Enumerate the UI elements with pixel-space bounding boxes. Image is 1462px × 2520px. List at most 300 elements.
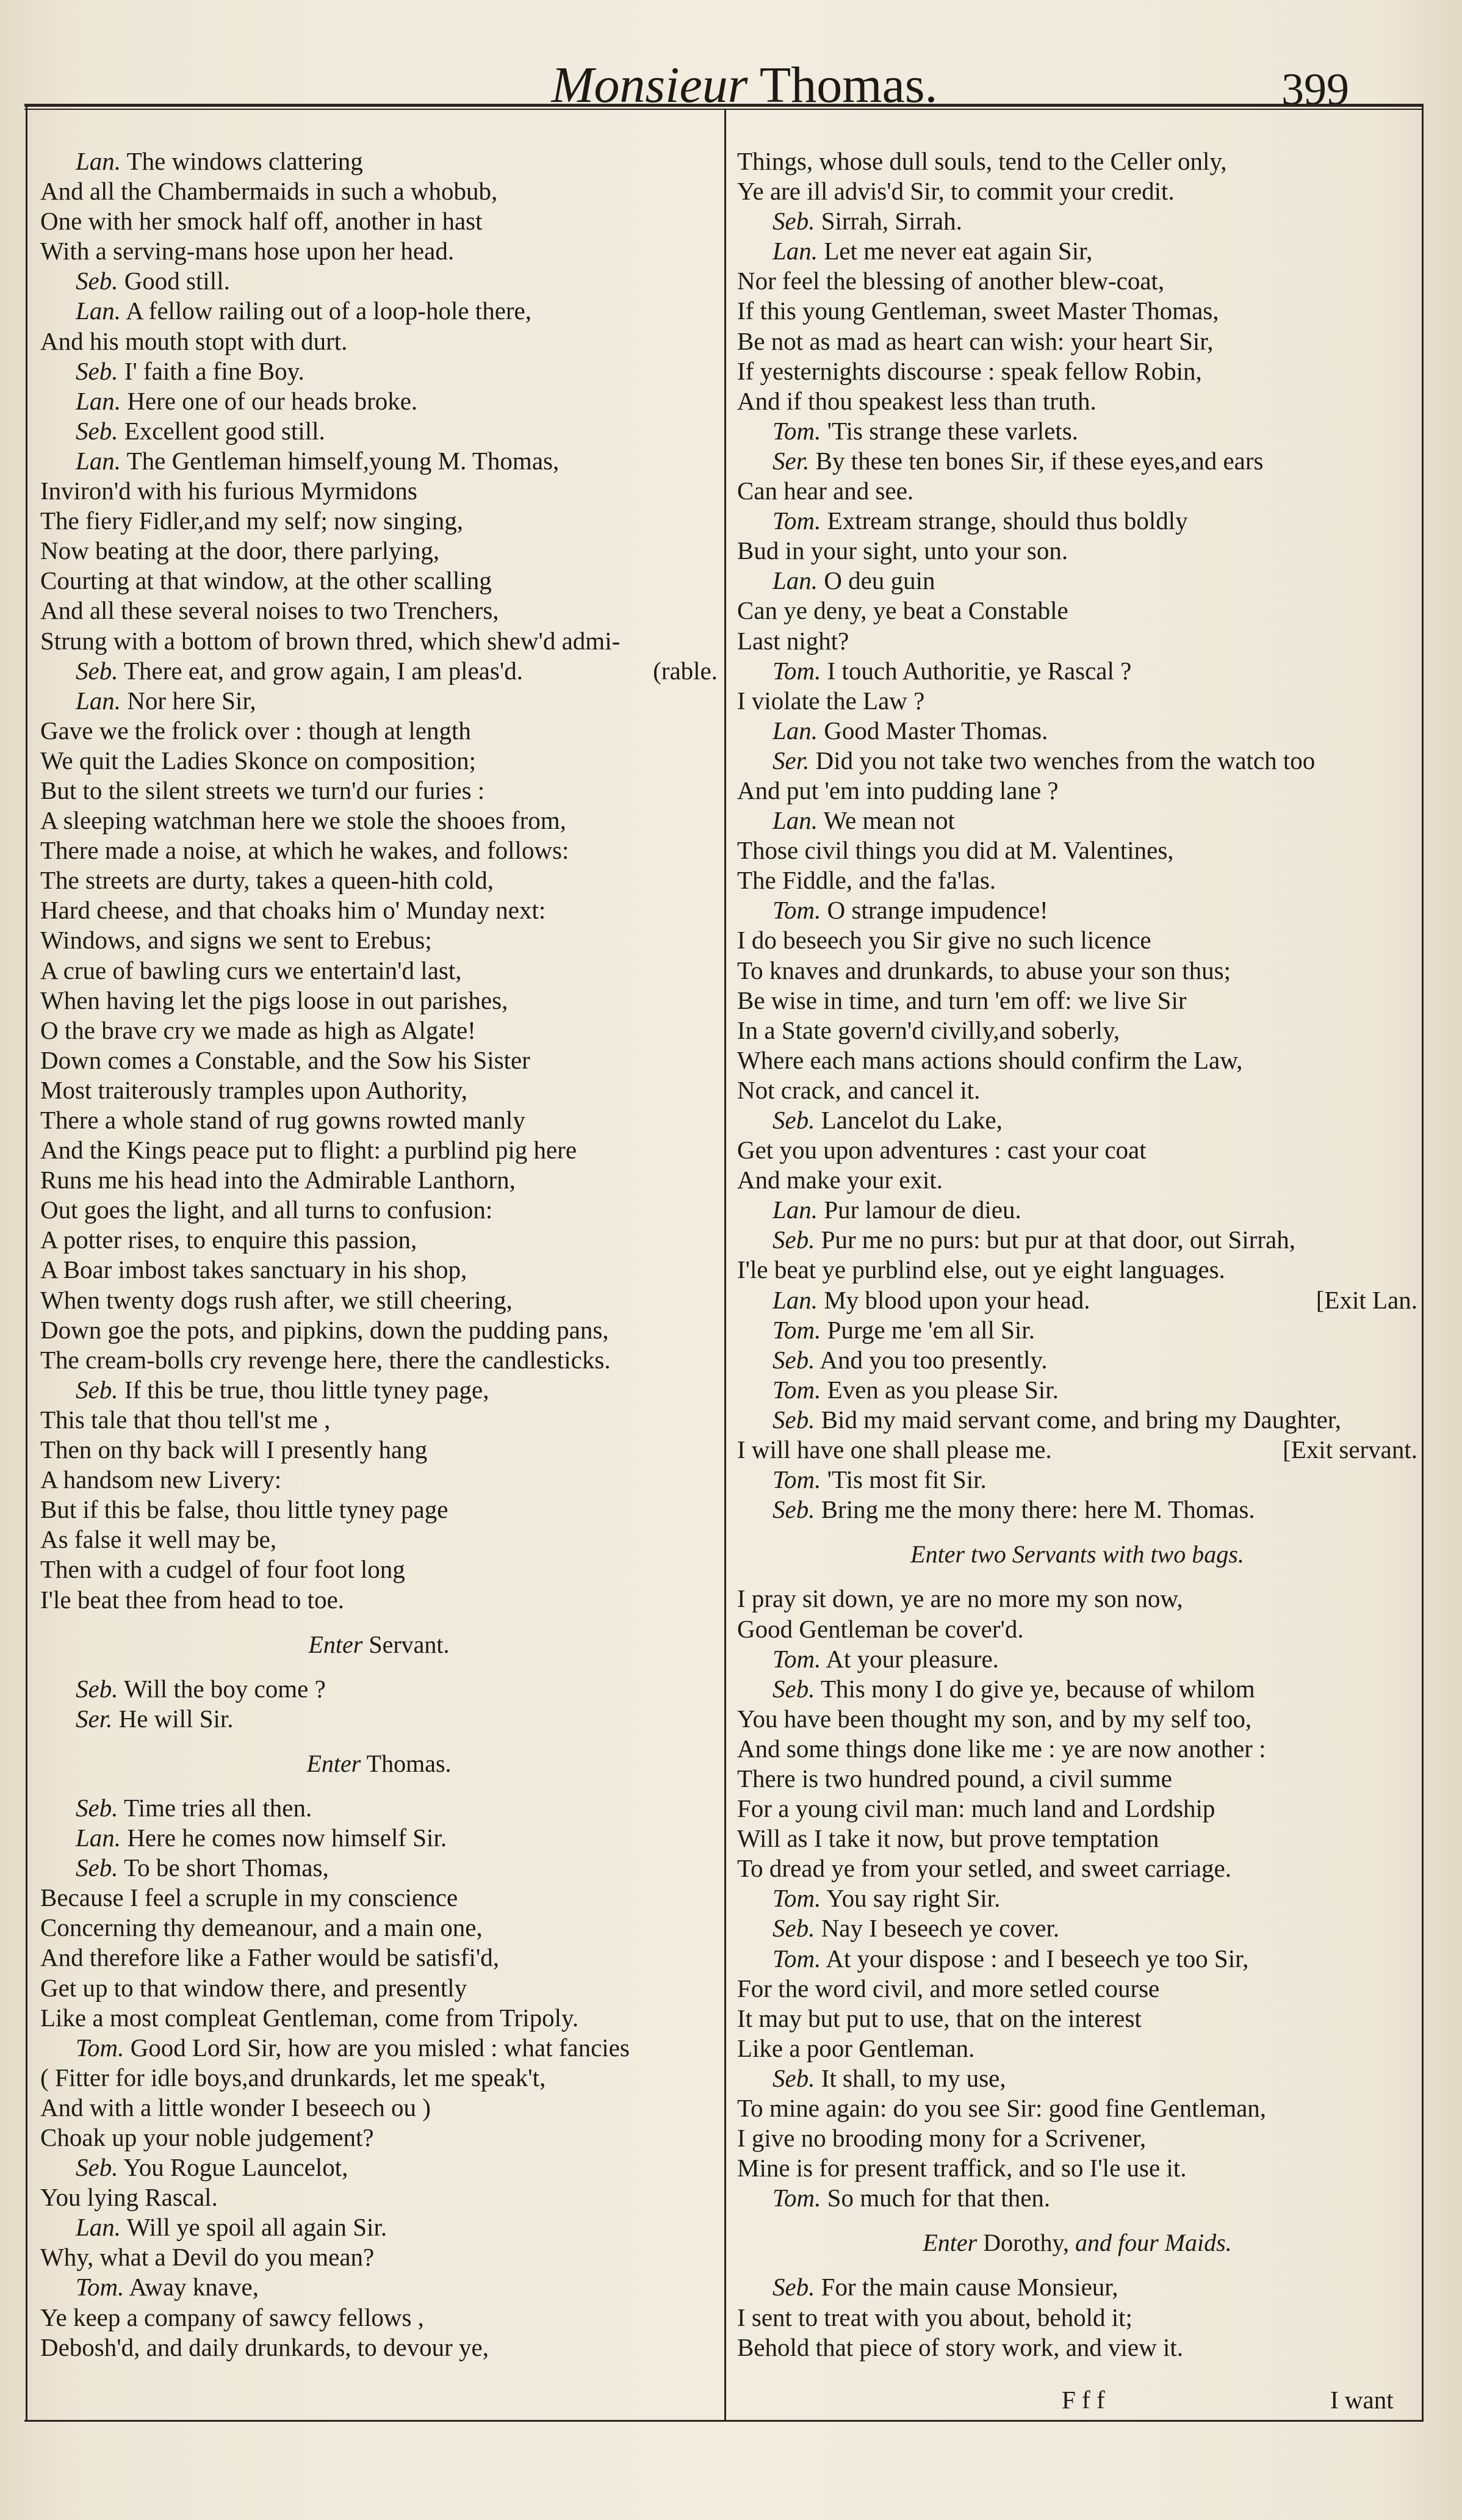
speaker-name: Lan. xyxy=(76,446,121,475)
line-text: Will the boy come ? xyxy=(123,1674,326,1703)
speech-line xyxy=(40,686,718,716)
speech-line xyxy=(737,716,1417,746)
line-text: Get you upon adventures : cast your coat xyxy=(737,1136,1147,1164)
line-text: And therefore like a Father would be satisfi'd, xyxy=(40,1943,499,1972)
line-text: Even as you please Sir. xyxy=(827,1375,1059,1404)
speech-line xyxy=(40,1853,718,1883)
line-text: Hard cheese, and that choaks him o' Munday next: xyxy=(40,896,546,925)
speaker-name: Seb. xyxy=(772,207,815,236)
speech-line xyxy=(737,1883,1417,1913)
right-margin-note: [Exit Lan. xyxy=(1316,1285,1417,1314)
line-text: Ye are ill advis'd Sir, to commit your credit. xyxy=(737,177,1175,206)
line-text: Things, whose dull souls, tend to the Celler only, xyxy=(737,147,1227,175)
speech-line xyxy=(737,806,1417,836)
line-text: And if thou speakest less than truth. xyxy=(737,386,1096,415)
line-text: And you too presently. xyxy=(819,1345,1048,1374)
line-text: A fellow railing out of a loop-hole there, xyxy=(126,297,531,325)
line-text: A handsom new Livery: xyxy=(40,1465,282,1494)
verse-line xyxy=(737,176,1417,206)
line-text: Excellent good still. xyxy=(124,416,325,445)
verse-line xyxy=(40,1315,718,1345)
speaker-name: Lan. xyxy=(772,716,818,745)
verse-line xyxy=(737,1165,1417,1195)
stage-direction-text: Enter xyxy=(306,1749,361,1777)
verse-line xyxy=(40,1075,718,1105)
line-text: Down comes a Constable, and the Sow his Sister xyxy=(40,1045,530,1074)
verse-line xyxy=(40,506,718,536)
verse-line xyxy=(737,1614,1417,1644)
speech-line xyxy=(737,1195,1417,1225)
page-number: 399 xyxy=(1281,65,1349,115)
speech-line xyxy=(40,656,718,686)
line-text: Concerning thy demeanour, and a main one, xyxy=(40,1913,483,1942)
line-text: The cream-bolls cry revenge here, there the candlesticks. xyxy=(40,1345,611,1374)
line-text: Let me never eat again Sir, xyxy=(824,237,1093,265)
line-text: Bud in your sight, unto your son. xyxy=(737,536,1068,565)
line-text: Behold that piece of story work, and view it. xyxy=(737,2333,1183,2361)
right-column xyxy=(737,146,1417,2363)
line-text: A crue of bawling curs we entertain'd last, xyxy=(40,956,462,984)
speaker-name: Seb. xyxy=(76,267,118,295)
line-text: Choak up your noble judgement? xyxy=(40,2123,374,2151)
speaker-name: Seb. xyxy=(76,1375,118,1404)
verse-line xyxy=(737,146,1417,176)
verse-line xyxy=(737,1824,1417,1854)
line-text: Good Gentleman be cover'd. xyxy=(737,1614,1024,1643)
speech-line xyxy=(40,2033,718,2063)
speaker-name: Seb. xyxy=(772,1914,815,1943)
line-text: You have been thought my son, and by my self too, xyxy=(737,1704,1252,1733)
speech-line xyxy=(40,266,718,296)
line-text: The Fiddle, and the fa'las. xyxy=(737,866,996,895)
verse-line xyxy=(40,2182,718,2212)
verse-line xyxy=(40,1405,718,1435)
line-text: One with her smock half off, another in hast xyxy=(40,207,483,236)
line-text: Can hear and see. xyxy=(737,477,914,505)
line-text: He will Sir. xyxy=(118,1704,234,1733)
line-text: Those civil things you did at M. Valentines, xyxy=(737,836,1174,865)
speaker-name: Lan. xyxy=(772,237,818,265)
line-text: Pur me no purs: but pur at that door, out Sirrah, xyxy=(821,1226,1295,1254)
speech-line xyxy=(737,1405,1417,1435)
line-text: Did you not take two wenches from the watch too xyxy=(815,746,1316,774)
verse-line xyxy=(40,716,718,746)
verse-line xyxy=(40,1045,718,1075)
speaker-name: Tom. xyxy=(76,2033,124,2062)
verse-line xyxy=(737,1016,1417,1045)
speaker-name: Lan. xyxy=(76,147,121,175)
speaker-name: Tom. xyxy=(76,2273,124,2302)
line-text: Nor here Sir, xyxy=(127,686,256,715)
line-text: Last night? xyxy=(737,626,849,655)
verse-line xyxy=(737,2153,1417,2183)
verse-line xyxy=(40,986,718,1016)
verse-line xyxy=(737,476,1417,506)
verse-line xyxy=(40,2242,718,2272)
stage-direction xyxy=(40,1630,718,1659)
speech-line xyxy=(737,1944,1417,1974)
line-text: Down goe the pots, and pipkins, down the pudding pans, xyxy=(40,1315,609,1344)
line-text: Out goes the light, and all turns to confusion: xyxy=(40,1196,493,1224)
line-text: You lying Rascal. xyxy=(40,2183,218,2212)
verse-line xyxy=(737,776,1417,806)
verse-line xyxy=(40,1883,718,1913)
speaker-name: Lan. xyxy=(772,1196,818,1224)
stage-direction-text: Enter xyxy=(923,2229,978,2257)
frame-left-rule xyxy=(26,104,27,2420)
speaker-name: Tom. xyxy=(772,1884,821,1913)
line-text: To knaves and drunkards, to abuse your son thus; xyxy=(737,956,1231,984)
line-text: You say right Sir. xyxy=(826,1884,1001,1913)
speech-line xyxy=(40,2153,718,2182)
verse-line xyxy=(737,1704,1417,1734)
speaker-name: Seb. xyxy=(772,1345,815,1374)
speech-line xyxy=(737,1375,1417,1405)
verse-line xyxy=(40,1105,718,1135)
line-text: The Gentleman himself,young M. Thomas, xyxy=(126,446,560,475)
speech-line xyxy=(40,1375,718,1405)
line-text: This tale that thou tell'st me , xyxy=(40,1405,331,1434)
line-text: As false it well may be, xyxy=(40,1525,277,1554)
verse-line xyxy=(40,956,718,986)
verse-line xyxy=(40,536,718,566)
verse-line xyxy=(40,236,718,266)
line-text: O strange impudence! xyxy=(827,896,1048,925)
verse-line xyxy=(40,895,718,925)
verse-line xyxy=(40,2303,718,2333)
speech-line xyxy=(737,2272,1417,2302)
speech-line xyxy=(40,146,718,176)
speaker-name: Seb. xyxy=(772,1495,815,1524)
speaker-name: Seb. xyxy=(772,2063,815,2092)
verse-line xyxy=(737,266,1417,296)
verse-line xyxy=(40,566,718,596)
line-text: Bid my maid servant come, and bring my Daughter, xyxy=(821,1405,1342,1434)
line-text: So much for that then. xyxy=(827,2184,1051,2212)
line-text: Time tries all then. xyxy=(123,1793,312,1822)
line-text: Here he comes now himself Sir. xyxy=(127,1824,447,1852)
line-text: Pur lamour de dieu. xyxy=(824,1196,1021,1224)
line-text: And put 'em into pudding lane ? xyxy=(737,776,1059,804)
verse-line xyxy=(737,2123,1417,2153)
line-text: Bring me the mony there: here M. Thomas. xyxy=(821,1495,1255,1524)
verse-line xyxy=(737,836,1417,865)
line-text: To dread ye from your setled, and sweet carriage. xyxy=(737,1854,1231,1883)
verse-line xyxy=(737,2034,1417,2063)
line-text: Will as I take it now, but prove temptation xyxy=(737,1824,1159,1853)
line-text: Not crack, and cancel it. xyxy=(737,1075,981,1104)
verse-line xyxy=(40,1943,718,1973)
line-text: There a whole stand of rug gowns rowted manly xyxy=(40,1106,525,1134)
speech-line xyxy=(737,1345,1417,1375)
verse-line xyxy=(40,1255,718,1285)
speaker-name: Tom. xyxy=(772,896,821,925)
top-rule xyxy=(24,104,1422,107)
line-text: At your pleasure. xyxy=(826,1644,999,1673)
line-text: There made a noise, at which he wakes, and follows: xyxy=(40,836,569,865)
line-text: Then with a cudgel of four foot long xyxy=(40,1555,405,1584)
line-text: Like a poor Gentleman. xyxy=(737,2034,975,2062)
verse-line xyxy=(40,626,718,656)
stage-direction xyxy=(737,2228,1417,2258)
verse-line xyxy=(40,1554,718,1584)
line-text: And with a little wonder I beseech ou ) xyxy=(40,2093,431,2121)
speech-line xyxy=(737,1674,1417,1704)
line-text: Good Lord Sir, how are you misled : what fancies xyxy=(130,2033,630,2062)
line-text: And all the Chambermaids in such a whobub, xyxy=(40,177,498,206)
speaker-name: Ser. xyxy=(772,746,810,774)
line-text: Mine is for present traffick, and so I'le use it. xyxy=(737,2154,1187,2182)
speech-line xyxy=(40,1704,718,1734)
line-text: To mine again: do you see Sir: good fine Gentleman, xyxy=(737,2094,1267,2122)
speech-line xyxy=(737,506,1417,536)
line-text: Can ye deny, ye beat a Constable xyxy=(737,596,1068,625)
left-column xyxy=(40,146,718,2363)
line-text: There is two hundred pound, a civil summe xyxy=(737,1764,1172,1793)
verse-line xyxy=(40,1585,718,1615)
line-text: Now beating at the door, there parlying, xyxy=(40,536,440,565)
verse-line xyxy=(737,596,1417,626)
line-text: I sent to treat with you about, behold it; xyxy=(737,2303,1133,2331)
line-text: To be short Thomas, xyxy=(123,1854,329,1882)
verse-line xyxy=(737,1854,1417,1883)
line-text: But if this be false, thou little tyney page xyxy=(40,1495,448,1524)
verse-line xyxy=(737,1734,1417,1764)
speaker-name: Lan. xyxy=(772,566,818,595)
line-text: By these ten bones Sir, if these eyes,and ears xyxy=(815,446,1264,475)
speaker-name: Tom. xyxy=(772,1644,821,1673)
line-text: Nor feel the blessing of another blew-coat, xyxy=(737,267,1165,295)
speaker-name: Tom. xyxy=(772,1465,821,1494)
line-text: Be wise in time, and turn 'em off: we live Sir xyxy=(737,986,1187,1014)
speech-line xyxy=(737,236,1417,266)
line-text: Windows, and signs we sent to Erebus; xyxy=(40,926,432,955)
verse-line xyxy=(40,1285,718,1315)
line-text: When twenty dogs rush after, we still cheering, xyxy=(40,1285,513,1314)
speech-line xyxy=(737,656,1417,686)
verse-line xyxy=(40,836,718,865)
verse-line xyxy=(737,626,1417,656)
speech-line xyxy=(737,416,1417,446)
line-text: For a young civil man: much land and Lordship xyxy=(737,1794,1215,1823)
line-text: Away knave, xyxy=(129,2273,259,2302)
line-text: With a serving-mans hose upon her head. xyxy=(40,237,455,265)
verse-line xyxy=(737,1045,1417,1075)
speaker-name: Seb. xyxy=(76,2153,118,2182)
line-text: If this young Gentleman, sweet Master Thomas, xyxy=(737,297,1219,325)
verse-line xyxy=(40,476,718,506)
speaker-name: Seb. xyxy=(76,416,118,445)
catchword: I want xyxy=(1330,2386,1394,2414)
line-text: Sirrah, Sirrah. xyxy=(821,207,962,236)
line-text: I do beseech you Sir give no such licence xyxy=(737,926,1151,955)
line-text: And the Kings peace put to flight: a purblind pig here xyxy=(40,1136,577,1164)
verse-line xyxy=(40,1165,718,1195)
speaker-name: Seb. xyxy=(76,656,118,685)
line-text: I violate the Law ? xyxy=(737,686,925,715)
bottom-rule xyxy=(24,2420,1424,2422)
verse-line xyxy=(40,1345,718,1375)
line-text: The fiery Fidler,and my self; now singing, xyxy=(40,507,463,535)
verse-line xyxy=(40,327,718,356)
line-text: A potter rises, to enquire this passion, xyxy=(40,1226,417,1254)
stage-character-name: Dorothy, xyxy=(983,2229,1069,2257)
verse-line xyxy=(40,865,718,895)
speaker-name: Seb. xyxy=(76,356,118,385)
line-text: Nay I beseech ye cover. xyxy=(821,1914,1060,1943)
verse-line xyxy=(737,536,1417,566)
line-text: Purge me 'em all Sir. xyxy=(827,1315,1035,1344)
verse-line xyxy=(40,1913,718,1943)
running-title-part1: Monsieur xyxy=(551,57,748,114)
speech-line xyxy=(40,356,718,386)
line-text: When having let the pigs loose in out parishes, xyxy=(40,986,508,1014)
speaker-name: Lan. xyxy=(76,297,121,325)
line-text: For the word civil, and more setled course xyxy=(737,1974,1160,2002)
verse-line xyxy=(40,806,718,836)
line-text: I will have one shall please me. xyxy=(737,1435,1052,1464)
stage-direction-tail: and four Maids. xyxy=(1075,2229,1232,2257)
line-text: Ye keep a company of sawcy fellows , xyxy=(40,2303,424,2331)
line-text: Because I feel a scruple in my conscience xyxy=(40,1883,458,1912)
line-text: Then on thy back will I presently hang xyxy=(40,1435,428,1464)
line-text: But to the silent streets we turn'd our furies : xyxy=(40,776,485,804)
speaker-name: Seb. xyxy=(76,1793,118,1822)
verse-line xyxy=(737,686,1417,716)
verse-line xyxy=(737,1135,1417,1165)
line-text: In a State govern'd civilly,and soberly, xyxy=(737,1016,1120,1044)
line-text: Most traiterously tramples upon Authority, xyxy=(40,1075,467,1104)
speech-line xyxy=(737,1225,1417,1255)
line-text: Will ye spoil all again Sir. xyxy=(126,2213,387,2242)
line-text: A Boar imbost takes sanctuary in his shop, xyxy=(40,1255,467,1284)
speaker-name: Seb. xyxy=(772,1674,815,1703)
verse-line xyxy=(40,1973,718,2003)
speaker-name: Ser. xyxy=(76,1704,113,1733)
verse-line xyxy=(40,2333,718,2363)
column-divider xyxy=(724,110,726,2420)
line-text: It may but put to use, that on the interest xyxy=(737,2004,1142,2032)
verse-line xyxy=(737,956,1417,986)
line-text: I give no brooding mony for a Scrivener, xyxy=(737,2124,1147,2153)
speech-line xyxy=(40,296,718,326)
speech-line xyxy=(737,1913,1417,1943)
speech-line xyxy=(737,1465,1417,1495)
verse-line xyxy=(40,2063,718,2093)
speaker-name: Tom. xyxy=(772,1944,821,1973)
speaker-name: Lan. xyxy=(772,1285,818,1314)
verse-line xyxy=(40,776,718,806)
right-margin-note: [Exit servant. xyxy=(1283,1435,1417,1464)
verse-line xyxy=(40,1016,718,1045)
verse-line xyxy=(737,1255,1417,1285)
verse-line xyxy=(737,296,1417,326)
speech-line xyxy=(737,1315,1417,1345)
line-text: Courting at that window, at the other scalling xyxy=(40,566,492,595)
line-text: Inviron'd with his furious Myrmidons xyxy=(40,477,417,505)
speaker-name: Tom. xyxy=(772,656,821,685)
verse-line xyxy=(40,1435,718,1465)
verse-line xyxy=(737,1435,1417,1465)
line-text: There eat, and grow again, I am pleas'd. xyxy=(123,656,523,685)
speech-line xyxy=(40,1674,718,1704)
verse-line xyxy=(737,386,1417,416)
line-text: 'Tis strange these varlets. xyxy=(827,416,1078,445)
line-text: Strung with a bottom of brown thred, which shew'd admi- xyxy=(40,626,621,655)
verse-line xyxy=(40,1495,718,1525)
speech-line xyxy=(737,206,1417,236)
verse-line xyxy=(40,1135,718,1165)
verse-line xyxy=(737,1584,1417,1614)
speech-line xyxy=(40,386,718,416)
speaker-name: Lan. xyxy=(76,686,121,715)
speech-line xyxy=(737,1644,1417,1674)
speech-line xyxy=(737,566,1417,596)
line-text: ( Fitter for idle boys,and drunkards, let me speak't, xyxy=(40,2063,546,2092)
verse-line xyxy=(737,2004,1417,2034)
line-text: I pray sit down, ye are no more my son now, xyxy=(737,1584,1183,1613)
speech-line xyxy=(40,2272,718,2302)
line-text: Gave we the frolick over : though at length xyxy=(40,716,471,745)
line-text: And make your exit. xyxy=(737,1166,943,1194)
line-text: Why, what a Devil do you mean? xyxy=(40,2243,375,2272)
speech-line xyxy=(737,746,1417,776)
running-title-part2: Thomas. xyxy=(759,57,938,114)
verse-line xyxy=(737,865,1417,895)
line-text: Good still. xyxy=(124,267,230,295)
verse-line xyxy=(40,2003,718,2033)
line-text: Be not as mad as heart can wish: your heart Sir, xyxy=(737,327,1214,355)
verse-line xyxy=(40,596,718,626)
speech-line xyxy=(737,446,1417,476)
right-margin-note: (rable. xyxy=(653,656,718,685)
line-text: If yesternights discourse : speak fellow Robin, xyxy=(737,356,1202,385)
verse-line xyxy=(40,176,718,206)
top-rule-thin xyxy=(24,109,1422,110)
stage-direction-text: Enter two Servants with two bags. xyxy=(910,1540,1244,1569)
verse-line xyxy=(40,1465,718,1495)
speaker-name: Tom. xyxy=(772,1315,821,1344)
verse-line xyxy=(40,2093,718,2123)
line-text: Here one of our heads broke. xyxy=(127,386,418,415)
line-text: This mony I do give ye, because of whilom xyxy=(820,1674,1255,1703)
speaker-name: Ser. xyxy=(772,446,810,475)
speech-line xyxy=(737,895,1417,925)
line-text: The streets are durty, takes a queen-hith cold, xyxy=(40,866,494,895)
verse-line xyxy=(40,746,718,776)
speech-line xyxy=(40,2212,718,2242)
line-text: Lancelot du Lake, xyxy=(821,1106,1003,1134)
line-text: It shall, to my use, xyxy=(821,2063,1006,2092)
verse-line xyxy=(737,986,1417,1016)
verse-line xyxy=(737,1764,1417,1794)
line-text: For the main cause Monsieur, xyxy=(821,2273,1118,2302)
speaker-name: Seb. xyxy=(772,1226,815,1254)
frame-right-rule xyxy=(1422,104,1424,2420)
verse-line xyxy=(40,206,718,236)
line-text: We mean not xyxy=(823,806,955,835)
speech-line xyxy=(40,416,718,446)
line-text: Extream strange, should thus boldly xyxy=(827,507,1188,535)
line-text: You Rogue Launcelot, xyxy=(123,2153,348,2182)
speaker-name: Tom. xyxy=(772,507,821,535)
speaker-name: Lan. xyxy=(76,2213,121,2242)
line-text: If this be true, thou little tyney page, xyxy=(124,1375,489,1404)
line-text: A sleeping watchman here we stole the shooes from, xyxy=(40,806,566,835)
stage-character-name: Thomas. xyxy=(366,1749,452,1777)
signature-mark: F f f xyxy=(1062,2386,1105,2414)
line-text: Where each mans actions should confirm the Law, xyxy=(737,1045,1243,1074)
